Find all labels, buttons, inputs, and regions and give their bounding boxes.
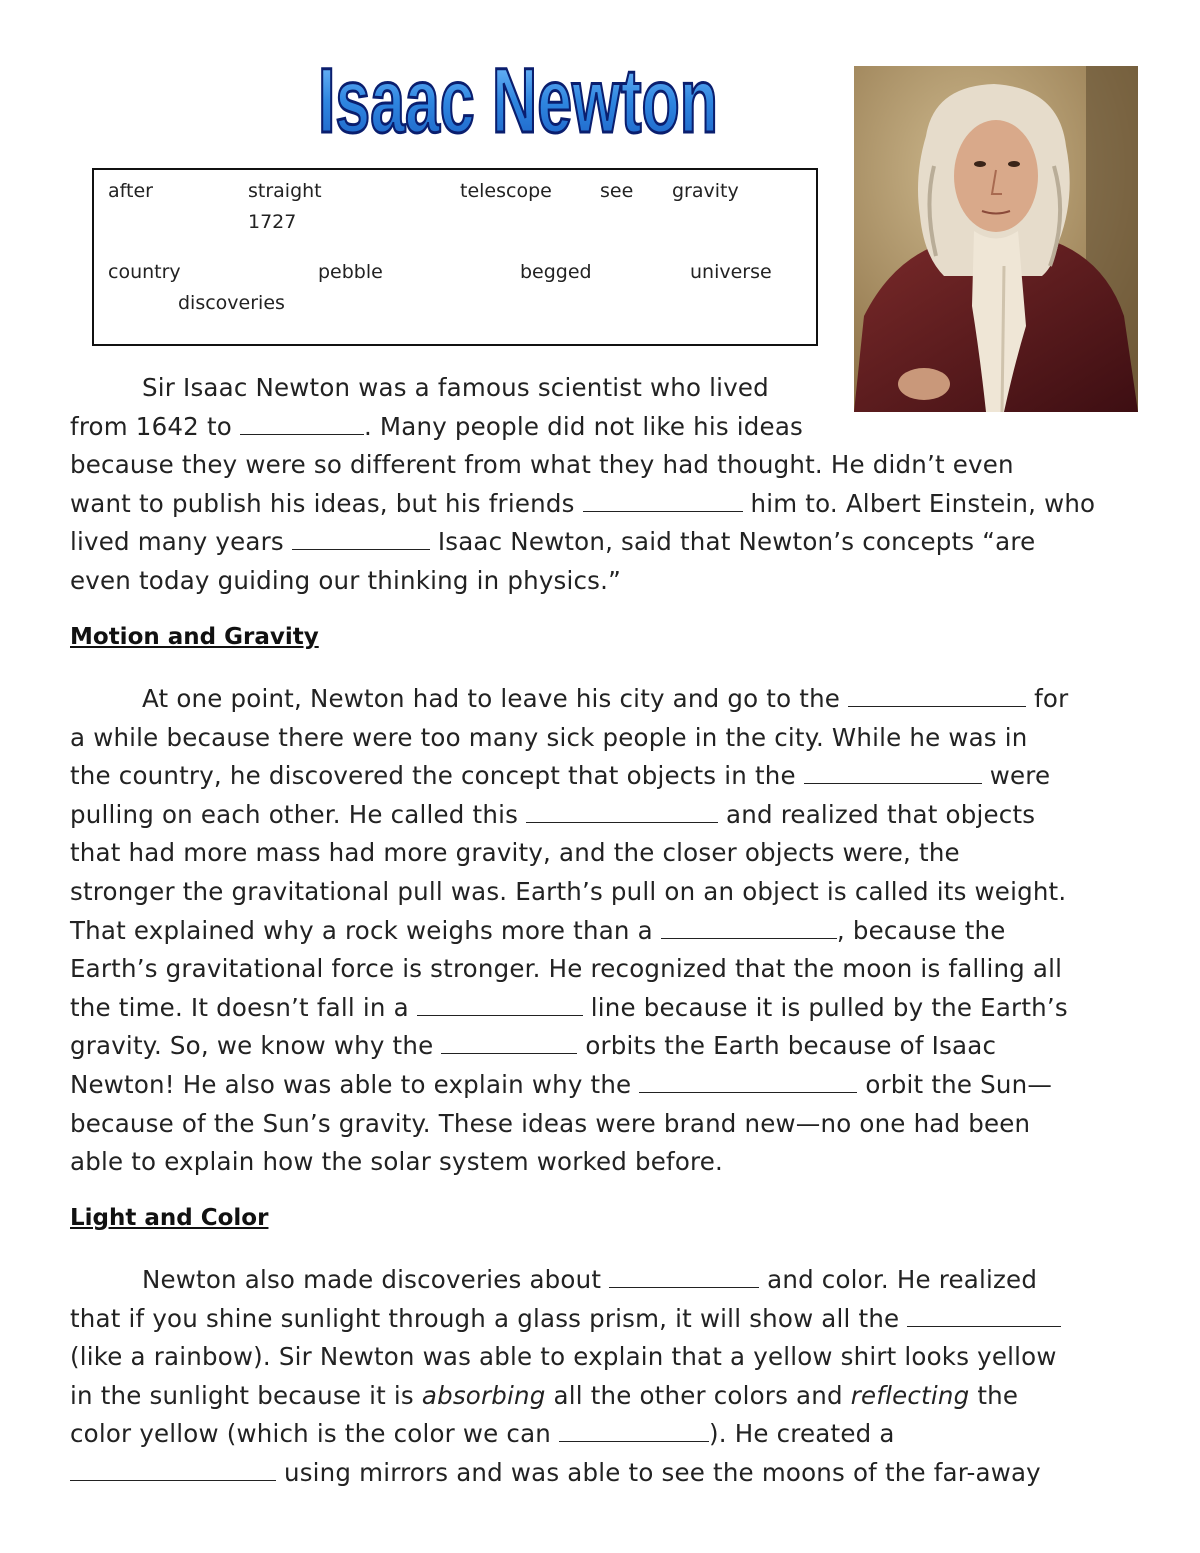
text-run: orbit the Sun—: [857, 1069, 1053, 1099]
text-line: [70, 1027, 1068, 1066]
word-bank-word: 1727: [248, 211, 297, 233]
text-line: [70, 680, 1068, 719]
text-line: because they were so different from what they had thought. He didn’t even: [70, 450, 1014, 480]
title-wordart: [308, 40, 728, 160]
text-line: stronger the gravitational pull was. Earth’s pull on an object is called its weight.: [70, 876, 1067, 906]
word-bank-word: gravity: [672, 180, 739, 202]
text-run: the: [969, 1380, 1019, 1410]
text-run: in the sunlight because it is: [70, 1380, 422, 1410]
motion-paragraph: [70, 680, 1068, 1182]
text-run: pulling on each other. He called this: [70, 799, 527, 829]
title-text: Isaac Newton: [318, 50, 718, 152]
fill-blank[interactable]: [609, 1265, 759, 1288]
word-bank-word: see: [600, 180, 634, 202]
text-run: , because the: [836, 915, 1006, 945]
text-run: line because it is pulled by the Earth’s: [582, 992, 1068, 1022]
text-run: gravity. So, we know why the: [70, 1031, 442, 1061]
section-heading-motion: Motion and Gravity: [70, 624, 319, 650]
text-run: the country, he discovered the concept that objects in the: [70, 761, 804, 791]
text-run: Newton! He also was able to explain why the: [70, 1069, 640, 1099]
text-line: even today guiding our thinking in physics.”: [70, 565, 622, 595]
text-run: and realized that objects: [718, 799, 1036, 829]
text-line: [70, 1300, 1061, 1339]
text-line: [70, 485, 1095, 524]
text-run: all the other colors and: [545, 1380, 851, 1410]
word-bank-word: telescope: [460, 180, 552, 202]
fill-blank[interactable]: [240, 412, 364, 435]
fill-blank[interactable]: [639, 1070, 857, 1093]
word-bank-word: after: [108, 180, 153, 202]
fill-blank[interactable]: [661, 916, 837, 939]
text-run: were: [981, 761, 1051, 791]
newton-portrait: [854, 66, 1138, 412]
text-run: that if you shine sunlight through a glass prism, it will show all the: [70, 1303, 908, 1333]
text-run-italic: absorbing: [421, 1380, 546, 1410]
text-run: At one point, Newton had to leave his city and go to the: [142, 684, 849, 713]
word-bank-word: universe: [690, 261, 772, 283]
text-line: able to explain how the solar system worked before.: [70, 1147, 724, 1177]
text-run: him to. Albert Einstein, who: [742, 488, 1096, 518]
text-line: [70, 1415, 1061, 1454]
fill-blank[interactable]: [804, 761, 982, 784]
text-line: because of the Sun’s gravity. These ideas were brand new—no one had been: [70, 1108, 1031, 1138]
text-line: [70, 989, 1068, 1028]
fill-blank[interactable]: [583, 489, 743, 512]
text-line: [70, 1066, 1068, 1105]
fill-blank[interactable]: [907, 1304, 1061, 1327]
page-title: [308, 40, 728, 160]
text-line: [70, 912, 1068, 951]
text-line: that had more mass had more gravity, and the closer objects were, the: [70, 838, 960, 868]
fill-blank[interactable]: [417, 993, 583, 1016]
text-run: . Many people did not like his ideas: [363, 411, 804, 441]
text-run: lived many years: [70, 527, 292, 557]
fill-blank[interactable]: [441, 1031, 577, 1054]
light-paragraph: [70, 1261, 1061, 1493]
text-run: for: [1026, 684, 1069, 713]
text-run: want to publish his ideas, but his friends: [70, 488, 583, 518]
fill-blank[interactable]: [848, 684, 1026, 707]
text-line: [70, 408, 1095, 447]
text-run: That explained why a rock weighs more than a: [70, 915, 661, 945]
intro-paragraph: [70, 369, 1095, 601]
text-line: (like a rainbow). Sir Newton was able to explain that a yellow shirt looks yellow: [70, 1342, 1057, 1372]
word-bank-word: pebble: [318, 261, 383, 283]
text-line: [70, 523, 1095, 562]
fill-blank[interactable]: [292, 527, 430, 550]
text-run: from 1642 to: [70, 411, 240, 441]
text-run: and color. He realized: [759, 1265, 1038, 1294]
word-bank-word: begged: [520, 261, 592, 283]
section-heading-light: Light and Color: [70, 1205, 269, 1231]
word-bank-word: discoveries: [178, 292, 285, 314]
text-line: [70, 1454, 1061, 1493]
text-run-italic: reflecting: [850, 1380, 970, 1410]
fill-blank[interactable]: [559, 1419, 709, 1442]
word-bank-word: straight: [248, 180, 322, 202]
text-run: Isaac Newton, said that Newton’s concepts “are: [429, 527, 1036, 557]
text-run: Newton also made discoveries about: [142, 1265, 610, 1294]
text-run: using mirrors and was able to see the moons of the far-away: [276, 1457, 1041, 1487]
text-line: Sir Isaac Newton was a famous scientist who lived: [142, 373, 769, 402]
text-line: [70, 1377, 1061, 1416]
word-bank: [92, 168, 818, 346]
text-line: [70, 757, 1068, 796]
text-run: ). He created a: [709, 1419, 895, 1449]
text-line: [70, 1261, 1061, 1300]
fill-blank[interactable]: [70, 1458, 276, 1481]
text-line: [70, 796, 1068, 835]
text-run: orbits the Earth because of Isaac: [577, 1031, 997, 1061]
text-run: color yellow (which is the color we can: [70, 1419, 560, 1449]
text-line: a while because there were too many sick people in the city. While he was in: [70, 722, 1028, 752]
text-run: the time. It doesn’t fall in a: [70, 992, 417, 1022]
portrait-icon: [854, 66, 1138, 412]
word-bank-word: country: [108, 261, 181, 283]
text-line: Earth’s gravitational force is stronger. He recognized that the moon is falling all: [70, 954, 1063, 984]
fill-blank[interactable]: [526, 800, 718, 823]
